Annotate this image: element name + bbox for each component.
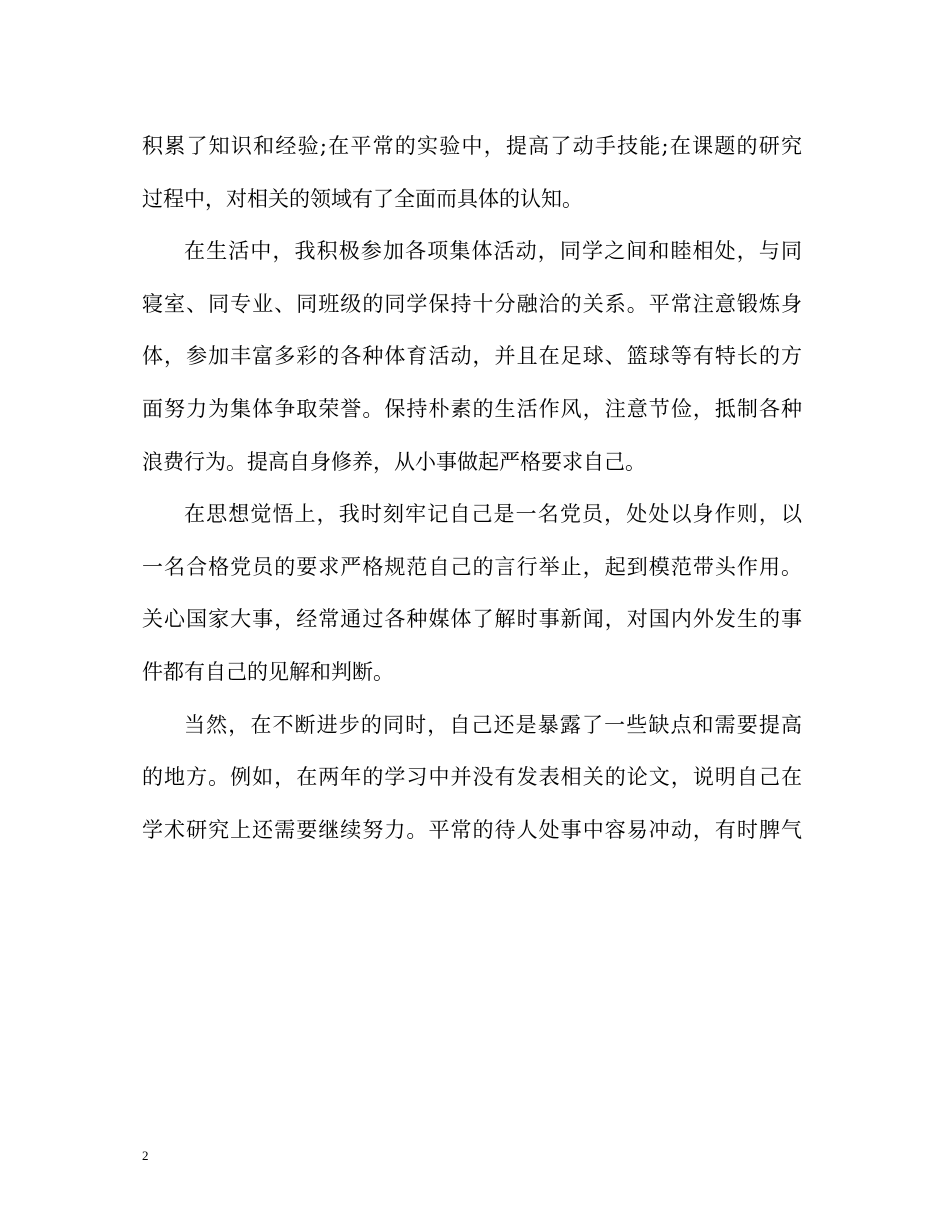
text-line: 过程中，对相关的领域有了全面而具体的认知。	[142, 186, 583, 211]
text-line: 在生活中，我积极参加各项集体活动，同学之间和睦相处，与同	[184, 239, 802, 264]
text-line: 关心国家大事，经常通过各种媒体了解时事新闻，对国内外发生的事	[142, 607, 802, 632]
text-line: 学术研究上还需要继续努力。平常的待人处事中容易冲动，有时脾气	[142, 817, 802, 842]
text-line: 一名合格党员的要求严格规范自己的言行举止，起到模范带头作用。	[142, 554, 802, 579]
text-line: 面努力为集体争取荣誉。保持朴素的生活作风，注意节俭，抵制各种	[142, 396, 802, 421]
text-line: 体，参加丰富多彩的各种体育活动，并且在足球、篮球等有特长的方	[142, 344, 802, 369]
text-line: 当然，在不断进步的同时，自己还是暴露了一些缺点和需要提高	[184, 712, 802, 737]
text-line: 件都有自己的见解和判断。	[142, 659, 394, 684]
page-number: 2	[142, 1148, 149, 1163]
text-line: 浪费行为。提高自身修养，从小事做起严格要求自己。	[142, 449, 646, 474]
text-line: 在思想觉悟上，我时刻牢记自己是一名党员，处处以身作则，以	[184, 502, 802, 527]
text-line: 积累了知识和经验;在平常的实验中，提高了动手技能;在课题的研究	[142, 134, 802, 158]
body-text	[142, 120, 802, 856]
text-line: 的地方。例如，在两年的学习中并没有发表相关的论文，说明自己在	[142, 765, 802, 790]
text-line: 寝室、同专业、同班级的同学保持十分融洽的关系。平常注意锻炼身	[142, 291, 802, 316]
